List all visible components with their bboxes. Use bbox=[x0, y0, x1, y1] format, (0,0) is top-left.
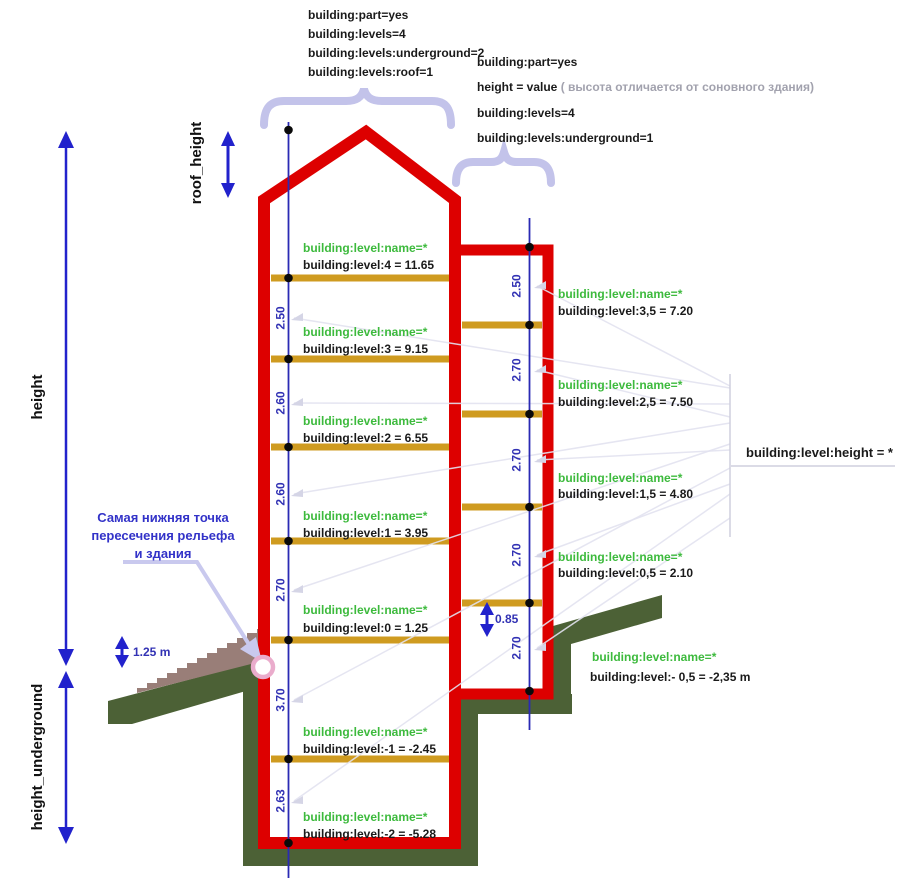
tags-left-line-2: building:levels=4 bbox=[308, 27, 406, 41]
lowest-point-annotation-line-1: Самая нижняя точка bbox=[97, 510, 229, 525]
right-level-05-name: building:level:name=* bbox=[558, 550, 683, 564]
tags-right-levels: building:levels=4 bbox=[477, 106, 575, 120]
left-level-3-name: building:level:name=* bbox=[303, 325, 428, 339]
half-level-gap-label: 0.85 bbox=[495, 612, 519, 626]
left-dim-5: 3.70 bbox=[273, 688, 288, 712]
left-dim-3: 2.60 bbox=[273, 482, 288, 506]
left-level-2-value: building:level:2 = 6.55 bbox=[303, 431, 429, 445]
lowest-point-annotation-line-2: пересечения рельефа bbox=[91, 528, 235, 543]
left-dim-4: 2.70 bbox=[273, 578, 288, 602]
height-note-label: ( высота отличается от соновного здания) bbox=[560, 80, 815, 94]
left-level-m2-name: building:level:name=* bbox=[303, 810, 428, 824]
right-dim-2: 2.70 bbox=[509, 358, 524, 382]
level-height-label: building:level:height = * bbox=[746, 445, 893, 460]
height-underground-label: height_underground bbox=[28, 683, 46, 831]
tags-right-part: building:part=yes bbox=[477, 55, 578, 69]
right-level-m05-name: building:level:name=* bbox=[592, 650, 717, 664]
right-dim-3: 2.70 bbox=[509, 448, 524, 472]
left-dim-2: 2.60 bbox=[273, 391, 288, 415]
left-level-0-name: building:level:name=* bbox=[303, 603, 428, 617]
lowest-point-marker bbox=[253, 657, 273, 677]
right-dim-5: 2.70 bbox=[509, 636, 524, 660]
height-value-label: height = value bbox=[477, 80, 558, 94]
left-level-1-value: building:level:1 = 3.95 bbox=[303, 526, 429, 540]
roof-height-arrow bbox=[221, 131, 235, 198]
right-level-05-value: building:level:0,5 = 2.10 bbox=[558, 566, 694, 580]
terrain-offset-arrow bbox=[115, 636, 129, 668]
lowest-point-annotation-line-3: и здания bbox=[134, 546, 192, 561]
height-underground-arrow bbox=[58, 671, 74, 844]
left-level-0-value: building:level:0 = 1.25 bbox=[303, 621, 429, 635]
roof-height-label: roof_height bbox=[187, 121, 205, 205]
left-level-m1-value: building:level:-1 = -2.45 bbox=[303, 742, 437, 756]
right-level-15-name: building:level:name=* bbox=[558, 471, 683, 485]
tags-left-line-3: building:levels:underground=2 bbox=[308, 46, 485, 60]
right-level-m05-value: building:level:- 0,5 = -2,35 m bbox=[590, 670, 751, 684]
left-level-4-value: building:level:4 = 11.65 bbox=[303, 258, 435, 272]
right-level-35-name: building:level:name=* bbox=[558, 287, 683, 301]
left-level-1-name: building:level:name=* bbox=[303, 509, 428, 523]
left-dim-1: 2.50 bbox=[273, 306, 288, 330]
left-level-2-name: building:level:name=* bbox=[303, 414, 428, 428]
right-level-25-name: building:level:name=* bbox=[558, 378, 683, 392]
right-dim-1: 2.50 bbox=[509, 274, 524, 298]
left-dim-6: 2.63 bbox=[273, 789, 288, 813]
left-level-m2-value: building:level:-2 = -5.28 bbox=[303, 827, 437, 841]
building-part-right-outline bbox=[455, 250, 548, 694]
right-level-35-value: building:level:3,5 = 7.20 bbox=[558, 304, 694, 318]
tags-left-line-1: building:part=yes bbox=[308, 8, 409, 22]
left-level-4-name: building:level:name=* bbox=[303, 241, 428, 255]
right-level-25-value: building:level:2,5 = 7.50 bbox=[558, 395, 694, 409]
height-label: height bbox=[28, 374, 46, 420]
right-dim-4: 2.70 bbox=[509, 543, 524, 567]
left-level-3-value: building:level:3 = 9.15 bbox=[303, 342, 429, 356]
left-level-m1-name: building:level:name=* bbox=[303, 725, 428, 739]
height-arrow bbox=[58, 131, 74, 666]
tags-left-line-4: building:levels:roof=1 bbox=[308, 65, 434, 79]
right-level-15-value: building:level:1,5 = 4.80 bbox=[558, 487, 694, 501]
tags-right-height bbox=[477, 81, 814, 94]
terrain-offset-label: 1.25 m bbox=[133, 645, 171, 659]
tags-right-underground: building:levels:underground=1 bbox=[477, 131, 654, 145]
